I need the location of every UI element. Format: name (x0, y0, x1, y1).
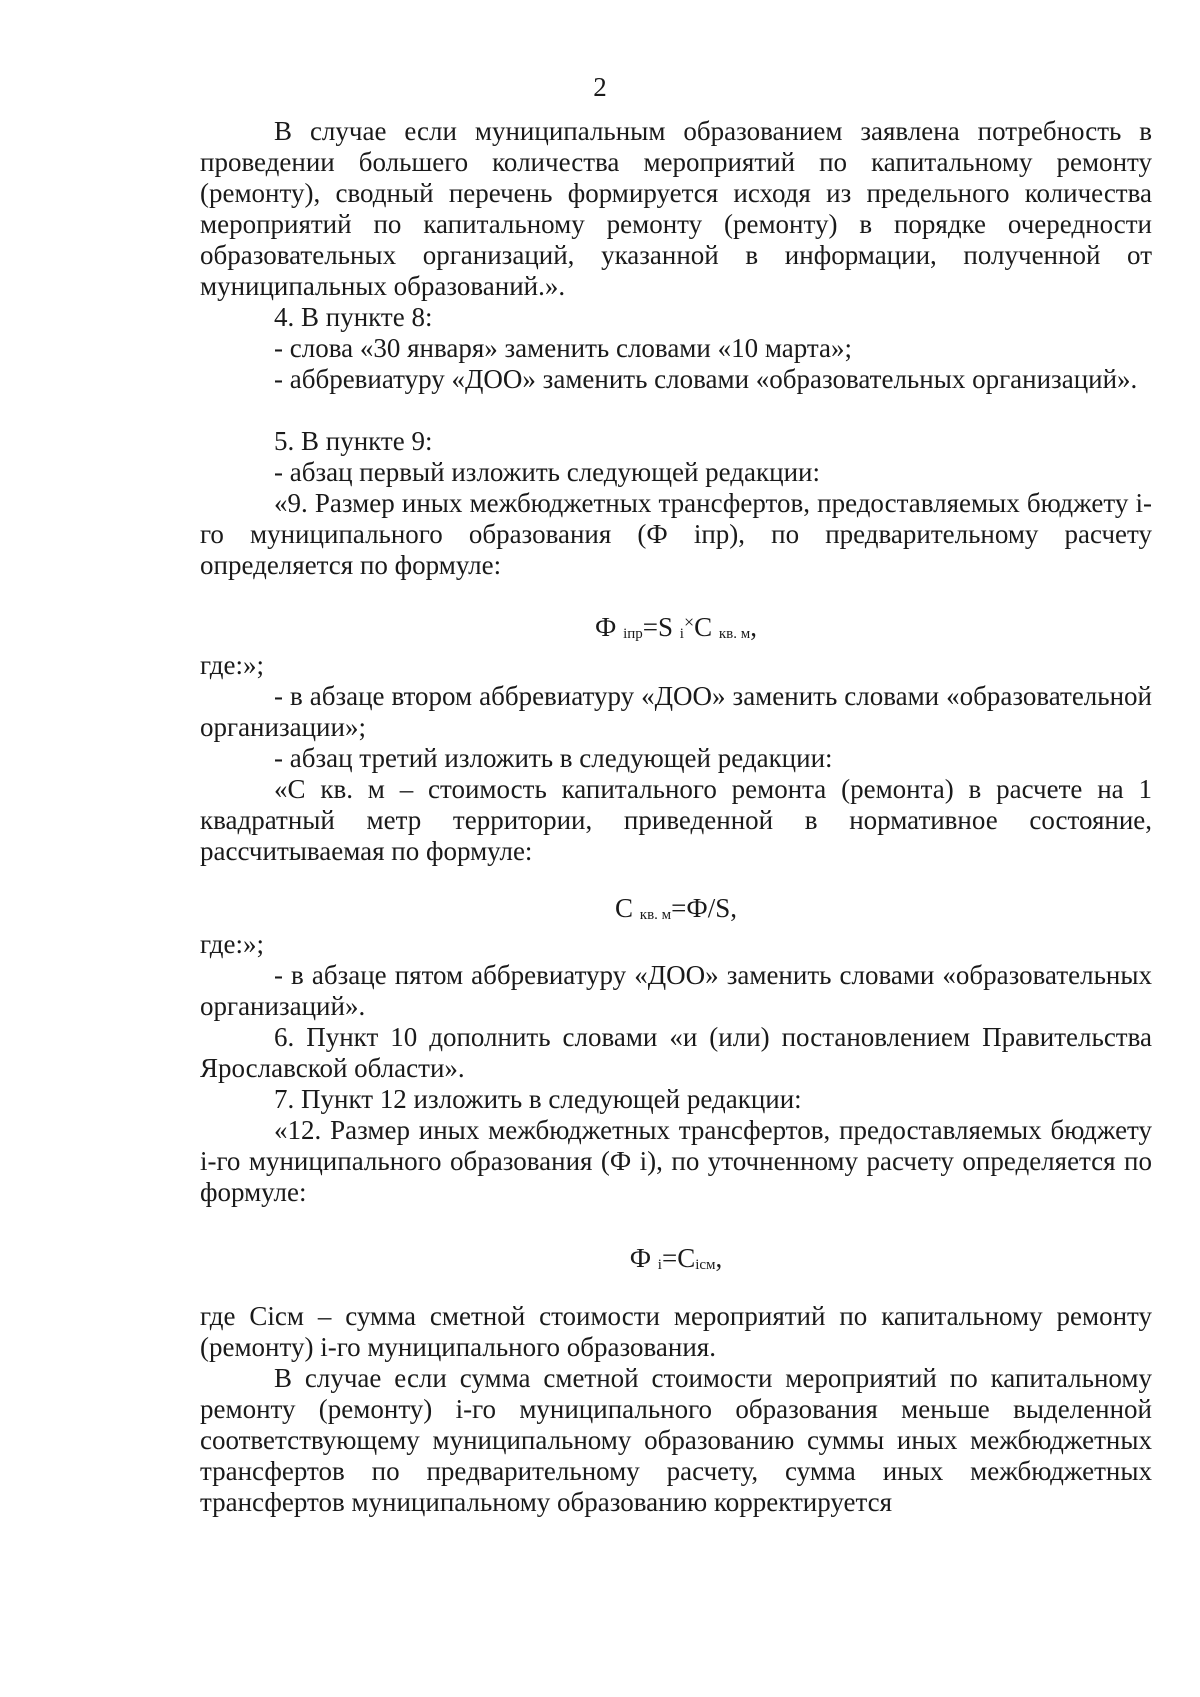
item-4-words: - слова «30 января» заменить словами «10 марта»; (274, 333, 852, 363)
item-4-heading: 4. В пункте 8: (274, 302, 433, 332)
item-7-heading: 7. Пункт 12 изложить в следующей редакции: (274, 1084, 802, 1114)
item-9-text: «9. Размер иных межбюджетных трансфертов, предоставляемых бюджету i-го муниципального образования (Ф iпр), по предварительному расчету определяется по формуле: (200, 488, 1152, 580)
where-label-2: где:»; (200, 929, 264, 959)
paragraph-correction: В случае если сумма сметной стоимости мероприятий по капитальному ремонту (ремонту) i-го муниципального образования меньше выделенной соответствующему муниципальному образованию суммы иных межбюджетных трансфертов по предварительному расчету, сумма иных межбюджетных трансфертов муниципальному образованию корректируется (200, 1363, 1152, 1517)
item-6-text: 6. Пункт 10 дополнить словами «и (или) постановлением Правительства Ярославской области». (200, 1022, 1152, 1083)
item-5-second-paragraph: - в абзаце втором аббревиатуру «ДОО» заменить словами «образовательной организации»; (200, 681, 1152, 742)
where-sum-definition: где Сiсм – сумма сметной стоимости мероприятий по капитальному ремонту (ремонту) i-го муниципального образования. (200, 1301, 1152, 1362)
page-number: 2 (593, 72, 607, 102)
formula-refined: Ф $_i=С_{iсм}$, (629, 1243, 723, 1273)
formula-preliminary: Ф $_{iпр}$=S $_i$×С $_{кв. м}$, (594, 612, 757, 642)
item-5-first-paragraph: - абзац первый изложить следующей редакции: (274, 457, 820, 487)
item-5-heading: 5. В пункте 9: (274, 426, 433, 456)
item-4-abbreviation: - аббревиатуру «ДОО» заменить словами «образовательных организаций». (274, 364, 1138, 394)
where-label-1: где:»; (200, 650, 264, 680)
item-5-fifth-paragraph: - в абзаце пятом аббревиатуру «ДОО» заменить словами «образовательных организаций». (200, 960, 1152, 1021)
item-5-third-paragraph: - абзац третий изложить в следующей редакции: (274, 743, 833, 773)
paragraph-municipal-demand: В случае если муниципальным образованием заявлена потребность в проведении большего количества мероприятий по капитальному ремонту (ремонту), сводный перечень формируется исходя из предельного количества мероприятий по капитальному ремонту (ремонту) в порядке очередности образовательных организаций, указанной в информации, полученной от муниципальных образований.». (200, 116, 1152, 301)
formula-cost-per-sqm: С $_{кв. м}$=Ф/S, (615, 893, 737, 923)
cost-per-sqm-definition: «С кв. м – стоимость капитального ремонта (ремонта) в расчете на 1 квадратный метр территории, приведенной в нормативное состояние, рассчитываемая по формуле: (200, 774, 1152, 866)
item-12-text: «12. Размер иных межбюджетных трансфертов, предоставляемых бюджету i-го муниципального образования (Ф i), по уточненному расчету определяется по формуле: (200, 1115, 1152, 1207)
